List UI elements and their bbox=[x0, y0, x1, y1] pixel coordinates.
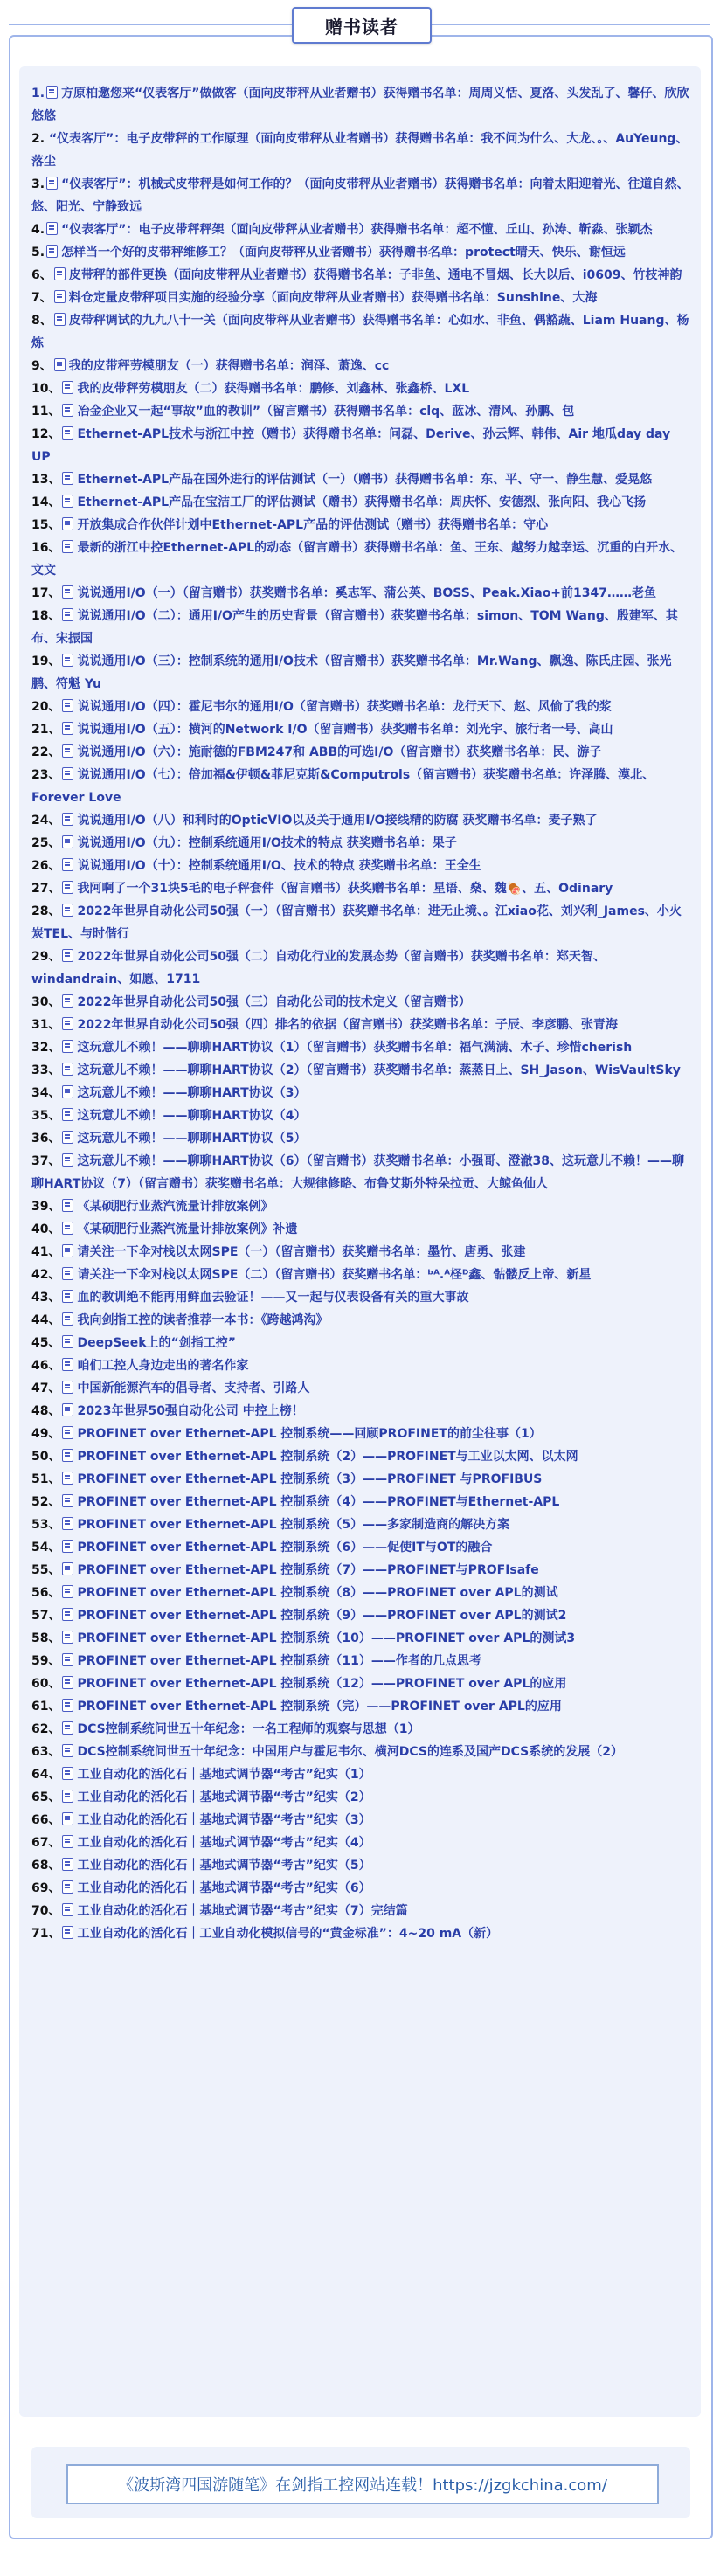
document-icon bbox=[62, 381, 73, 394]
footer-banner[interactable] bbox=[66, 2464, 659, 2504]
document-icon bbox=[54, 358, 66, 371]
document-icon bbox=[62, 1222, 73, 1235]
item-number: 51、 bbox=[31, 1472, 61, 1486]
item-text[interactable]: 工业自动化的活化石｜基地式调节器“考古”纪实（4） bbox=[77, 1836, 371, 1850]
item-text[interactable]: PROFINET over Ethernet-APL 控制系统（10）——PROFINET over APL的测试3 bbox=[77, 1631, 576, 1645]
list-item[interactable] bbox=[31, 1922, 690, 1945]
item-text[interactable]: 皮带秤调试的九九八十一关（面向皮带秤从业者赠书）获得赠书名单：心如水、非鱼、偶豁蔬、Liam Huang、杨炼 bbox=[31, 314, 689, 350]
document-icon bbox=[62, 722, 73, 735]
document-icon bbox=[62, 608, 73, 621]
document-icon bbox=[62, 1131, 73, 1144]
list-item[interactable] bbox=[31, 1741, 690, 1763]
item-text[interactable]: PROFINET over Ethernet-APL 控制系统（6）——促使IT与OT的融合 bbox=[77, 1541, 493, 1555]
list-item[interactable] bbox=[31, 491, 690, 514]
item-text[interactable]: 2022年世界自动化公司50强（二）自动化行业的发展态势（留言赠书）获奖赠书名单：郑天智、windandrain、如愿、1711 bbox=[31, 950, 606, 987]
item-number: 67、 bbox=[31, 1836, 61, 1850]
list-item[interactable] bbox=[31, 1809, 690, 1832]
document-icon bbox=[62, 585, 73, 599]
list-item[interactable] bbox=[31, 355, 690, 377]
list-item[interactable] bbox=[31, 1400, 690, 1423]
list-item[interactable] bbox=[31, 287, 690, 309]
item-text[interactable]: “仪表客厅”：机械式皮带秤是如何工作的？（面向皮带秤从业者赠书）获得赠书名单：向着太阳迎着光、往道自然、悠、阳光、宁静致远 bbox=[31, 177, 689, 214]
item-text[interactable]: PROFINET over Ethernet-APL 控制系统（5）——多家制造商的解决方案 bbox=[77, 1518, 510, 1532]
list-item[interactable] bbox=[31, 741, 690, 764]
document-icon bbox=[62, 1108, 73, 1121]
item-text[interactable]: PROFINET over Ethernet-APL 控制系统（9）——PROFINET over APL的测试2 bbox=[77, 1609, 567, 1623]
item-number: 27、 bbox=[31, 882, 61, 896]
document-icon bbox=[62, 472, 73, 485]
item-number: 23、 bbox=[31, 768, 61, 782]
list-item[interactable] bbox=[31, 423, 690, 468]
document-icon bbox=[62, 1153, 73, 1167]
item-number: 18、 bbox=[31, 609, 61, 623]
list-item[interactable] bbox=[31, 1900, 690, 1922]
item-text[interactable]: PROFINET over Ethernet-APL 控制系统（4）——PROFINET与Ethernet-APL bbox=[77, 1495, 560, 1509]
item-number: 4. bbox=[31, 223, 45, 237]
list-item[interactable] bbox=[31, 650, 690, 696]
document-icon bbox=[62, 1426, 73, 1439]
list-item[interactable] bbox=[31, 1468, 690, 1491]
list-item[interactable] bbox=[31, 128, 690, 173]
list-item[interactable] bbox=[31, 173, 690, 218]
document-icon bbox=[62, 426, 73, 440]
item-number: 12、 bbox=[31, 427, 61, 441]
document-icon bbox=[62, 1312, 73, 1326]
item-text[interactable]: 工业自动化的活化石｜工业自动化模拟信号的“黄金标准”：4~20 mA（新） bbox=[77, 1927, 499, 1941]
document-icon bbox=[62, 1267, 73, 1280]
item-number: 35、 bbox=[31, 1109, 61, 1123]
item-text[interactable]: 方原柏邀您来“仪表客厅”做做客（面向皮带秤从业者赠书）获得赠书名单：周周义恬、夏洛、头发乱了、馨仔、欣欣悠悠 bbox=[31, 87, 689, 123]
list-item[interactable] bbox=[31, 900, 690, 945]
document-icon bbox=[62, 1040, 73, 1053]
document-icon bbox=[62, 904, 73, 917]
list-item[interactable] bbox=[31, 1423, 690, 1445]
list-item[interactable] bbox=[31, 1445, 690, 1468]
item-text[interactable]: 2023年世界50强自动化公司 中控上榜！ bbox=[77, 1404, 304, 1418]
item-text[interactable]: 这玩意儿不赖！——聊聊HART协议（4） bbox=[77, 1109, 307, 1123]
item-text[interactable]: 说说通用I/O（四）：霍尼韦尔的通用I/O（留言赠书）获奖赠书名单：龙行天下、赵、风偷了我的浆 bbox=[77, 700, 612, 714]
document-icon bbox=[62, 1721, 73, 1735]
item-text[interactable]: 这玩意儿不赖！——聊聊HART协议（5） bbox=[77, 1132, 307, 1146]
item-number: 49、 bbox=[31, 1427, 61, 1441]
item-number: 43、 bbox=[31, 1291, 61, 1305]
item-number: 30、 bbox=[31, 995, 61, 1009]
document-icon bbox=[62, 1926, 73, 1939]
list-item[interactable] bbox=[31, 1672, 690, 1695]
document-icon bbox=[62, 1812, 73, 1825]
document-icon bbox=[62, 1744, 73, 1757]
item-number: 10、 bbox=[31, 382, 61, 396]
page-title-box bbox=[292, 7, 432, 44]
item-number: 56、 bbox=[31, 1586, 61, 1600]
document-icon bbox=[62, 1858, 73, 1871]
list-item[interactable] bbox=[31, 991, 690, 1014]
list-item[interactable] bbox=[31, 514, 690, 537]
item-number: 26、 bbox=[31, 859, 61, 873]
item-text[interactable]: 工业自动化的活化石｜基地式调节器“考古”纪实（6） bbox=[77, 1881, 371, 1895]
item-number: 17、 bbox=[31, 586, 61, 600]
list-item[interactable] bbox=[31, 1150, 690, 1195]
item-number: 29、 bbox=[31, 950, 61, 964]
item-text[interactable]: 这玩意儿不赖！——聊聊HART协议（1）（留言赠书）获奖赠书名单：福气满满、木子、珍惜cherish bbox=[77, 1041, 633, 1055]
list-item[interactable] bbox=[31, 1650, 690, 1672]
document-icon bbox=[62, 495, 73, 508]
list-item[interactable] bbox=[31, 1286, 690, 1309]
document-icon bbox=[62, 1540, 73, 1553]
item-number: 64、 bbox=[31, 1768, 61, 1782]
item-text[interactable]: 2022年世界自动化公司50强（四）排名的依据（留言赠书）获奖赠书名单：子辰、李彦鹏、张青海 bbox=[77, 1018, 618, 1032]
item-text[interactable]: 我向剑指工控的读者推荐一本书：《跨越鸿沟》 bbox=[77, 1313, 329, 1327]
list-item[interactable] bbox=[31, 1309, 690, 1332]
document-icon bbox=[62, 1631, 73, 1644]
list-item[interactable] bbox=[31, 400, 690, 423]
item-text[interactable]: 2022年世界自动化公司50强（三）自动化公司的技术定义（留言赠书） bbox=[77, 995, 471, 1009]
list-item[interactable] bbox=[31, 1832, 690, 1854]
item-text[interactable]: 工业自动化的活化石｜基地式调节器“考古”纪实（2） bbox=[77, 1790, 371, 1804]
item-number: 25、 bbox=[31, 836, 61, 850]
document-icon bbox=[62, 1562, 73, 1575]
item-text[interactable]: 开放集成合作伙伴计划中Ethernet-APL产品的评估测试（赠书）获得赠书名单：守心 bbox=[77, 518, 549, 532]
list-item[interactable] bbox=[31, 1241, 690, 1264]
document-icon bbox=[62, 1403, 73, 1416]
item-number: 5. bbox=[31, 246, 45, 260]
list-item[interactable] bbox=[31, 809, 690, 832]
item-number: 47、 bbox=[31, 1381, 61, 1395]
document-icon bbox=[62, 881, 73, 894]
footer-panel bbox=[31, 2447, 690, 2518]
document-icon bbox=[62, 1472, 73, 1485]
item-text[interactable]: 我的皮带秤劳模朋友（一）获得赠书名单：润泽、萧逸、cc bbox=[68, 359, 390, 373]
list-item[interactable] bbox=[31, 468, 690, 491]
document-icon bbox=[62, 1790, 73, 1803]
list-item[interactable] bbox=[31, 1536, 690, 1559]
list-item[interactable] bbox=[31, 1695, 690, 1718]
item-text[interactable]: PROFINET over Ethernet-APL 控制系统（3）——PROFINET 与PROFIBUS bbox=[77, 1472, 543, 1486]
item-number: 22、 bbox=[31, 745, 61, 759]
item-number: 42、 bbox=[31, 1268, 61, 1282]
list-item[interactable] bbox=[31, 1218, 690, 1241]
document-icon bbox=[62, 1244, 73, 1257]
document-icon bbox=[62, 1358, 73, 1371]
item-number: 39、 bbox=[31, 1200, 61, 1214]
item-number: 66、 bbox=[31, 1813, 61, 1827]
list-item[interactable] bbox=[31, 1854, 690, 1877]
item-number: 20、 bbox=[31, 700, 61, 714]
item-text[interactable]: Ethernet-APL产品在国外进行的评估测试（一）（赠书）获得赠书名单：东、平、守一、静生慧、爱晃悠 bbox=[77, 473, 653, 487]
footer-text: 《波斯湾四国游随笔》在剑指工控网站连载！https://jzgkchina.com/ bbox=[118, 2476, 607, 2495]
item-number: 40、 bbox=[31, 1222, 61, 1236]
list-item[interactable] bbox=[31, 264, 690, 287]
item-number: 11、 bbox=[31, 405, 61, 419]
item-text[interactable]: 怎样当一个好的皮带秤维修工？（面向皮带秤从业者赠书）获得赠书名单：protect晴天、快乐、谢恒远 bbox=[61, 246, 626, 260]
item-text[interactable]: 我阿啊了一个31块5毛的电子秤套件（留言赠书）获奖赠书名单：星语、燊、魏🍖、五、Odinary bbox=[77, 882, 613, 896]
item-number: 37、 bbox=[31, 1154, 61, 1168]
list-item[interactable] bbox=[31, 241, 690, 264]
item-number: 48、 bbox=[31, 1404, 61, 1418]
document-icon bbox=[54, 313, 66, 326]
list-item[interactable] bbox=[31, 605, 690, 650]
item-text[interactable]: 最新的浙江中控Ethernet-APL的动态（留言赠书）获得赠书名单：鱼、王东、越努力越幸运、沉重的白开水、文文 bbox=[31, 541, 683, 578]
document-icon bbox=[62, 1585, 73, 1598]
list-item[interactable] bbox=[31, 1604, 690, 1627]
list-item[interactable] bbox=[31, 582, 690, 605]
list-item[interactable] bbox=[31, 1014, 690, 1036]
item-number: 2. bbox=[31, 132, 45, 146]
list-item[interactable] bbox=[31, 1354, 690, 1377]
item-number: 53、 bbox=[31, 1518, 61, 1532]
item-text[interactable]: 这玩意儿不赖！——聊聊HART协议（2）（留言赠书）获奖赠书名单：蒸蒸日上、SH_Jason、WisVaultSky bbox=[77, 1063, 681, 1077]
item-text[interactable]: 这玩意儿不赖！——聊聊HART协议（3） bbox=[77, 1086, 307, 1100]
document-icon bbox=[62, 1335, 73, 1348]
document-icon bbox=[62, 994, 73, 1008]
item-text[interactable]: 说说通用I/O（八）和利时的OpticVIO以及关于通用I/O接线精的防腐 获奖赠书名单：麦子熟了 bbox=[77, 814, 598, 828]
item-text[interactable]: 请关注一下伞对栈以太网SPE（二）（留言赠书）获奖赠书名单：ᵇᴬ.ᴬ柽ᴰ鑫、骷髅反上帝、新星 bbox=[77, 1268, 592, 1282]
document-icon bbox=[62, 1880, 73, 1894]
item-number: 16、 bbox=[31, 541, 61, 555]
header-divider-right bbox=[428, 24, 710, 25]
list-item[interactable] bbox=[31, 1582, 690, 1604]
item-number: 52、 bbox=[31, 1495, 61, 1509]
item-number: 36、 bbox=[31, 1132, 61, 1146]
list-item[interactable] bbox=[31, 1718, 690, 1741]
item-number: 31、 bbox=[31, 1018, 61, 1032]
list-item[interactable] bbox=[31, 1082, 690, 1104]
document-icon bbox=[62, 1290, 73, 1303]
item-number: 19、 bbox=[31, 654, 61, 668]
item-number: 28、 bbox=[31, 904, 61, 918]
item-text[interactable]: 说说通用I/O（一）（留言赠书）获奖赠书名单：奚志军、蒲公英、BOSS、Peak.Xiao+前1347……老鱼 bbox=[77, 586, 657, 600]
document-icon bbox=[46, 245, 58, 258]
document-icon bbox=[62, 1449, 73, 1462]
list-item[interactable] bbox=[31, 309, 690, 355]
list-item[interactable] bbox=[31, 1559, 690, 1582]
document-icon bbox=[62, 540, 73, 553]
item-number: 6、 bbox=[31, 268, 52, 282]
document-icon bbox=[62, 1608, 73, 1621]
item-number: 68、 bbox=[31, 1859, 61, 1873]
page-title: 赠书读者 bbox=[325, 16, 398, 38]
list-item[interactable] bbox=[31, 1377, 690, 1400]
item-text[interactable]: Ethernet-APL产品在宝洁工厂的评估测试（赠书）获得赠书名单：周庆怀、安德烈、张向阳、我心飞扬 bbox=[77, 495, 647, 509]
item-text[interactable]: 工业自动化的活化石｜基地式调节器“考古”纪实（3） bbox=[77, 1813, 371, 1827]
document-icon bbox=[62, 517, 73, 530]
item-text[interactable]: PROFINET over Ethernet-APL 控制系统（8）——PROFINET over APL的测试 bbox=[77, 1586, 558, 1600]
item-number: 55、 bbox=[31, 1563, 61, 1577]
list-item[interactable] bbox=[31, 945, 690, 991]
document-icon bbox=[62, 1767, 73, 1780]
item-text[interactable]: 说说通用I/O（五）：横河的Network I/O（留言赠书）获奖赠书名单：刘光宇、旅行者一号、高山 bbox=[77, 723, 613, 737]
document-icon bbox=[62, 1517, 73, 1530]
list-item[interactable] bbox=[31, 764, 690, 809]
document-icon bbox=[62, 1017, 73, 1030]
item-text[interactable]: 我的皮带秤劳模朋友（二）获得赠书名单：鹏修、刘鑫林、张鑫桥、LXL bbox=[77, 382, 470, 396]
document-icon bbox=[62, 1063, 73, 1076]
item-text[interactable]: 工业自动化的活化石｜基地式调节器“考古”纪实（7）完结篇 bbox=[77, 1904, 408, 1918]
item-number: 69、 bbox=[31, 1881, 61, 1895]
header-divider-left bbox=[9, 24, 292, 25]
item-text[interactable]: “仪表客厅”：电子皮带秤的工作原理（面向皮带秤从业者赠书）获得赠书名单：我不问为什么、大龙、。、AuYeung、落尘 bbox=[31, 132, 689, 169]
list-item[interactable] bbox=[31, 718, 690, 741]
document-icon bbox=[62, 744, 73, 758]
item-number: 13、 bbox=[31, 473, 61, 487]
item-text[interactable]: DeepSeek上的“剑指工控” bbox=[77, 1336, 236, 1350]
document-icon bbox=[62, 767, 73, 780]
item-number: 8、 bbox=[31, 314, 52, 328]
document-icon bbox=[54, 267, 66, 280]
list-item[interactable] bbox=[31, 82, 690, 128]
item-number: 57、 bbox=[31, 1609, 61, 1623]
document-icon bbox=[46, 222, 58, 235]
item-number: 70、 bbox=[31, 1904, 61, 1918]
item-text[interactable]: 2022年世界自动化公司50强（一）（留言赠书）获奖赠书名单：进无止境、。江xiao花、刘兴利_James、小火炭TEL、与时偕行 bbox=[31, 904, 682, 941]
item-number: 15、 bbox=[31, 518, 61, 532]
item-text[interactable]: 说说通用I/O（九）：控制系统通用I/O技术的特点 获奖赠书名单：果子 bbox=[77, 836, 457, 850]
list-item[interactable] bbox=[31, 1127, 690, 1150]
list-item[interactable] bbox=[31, 1195, 690, 1218]
item-text[interactable]: 《某硕肥行业蒸汽流量计排放案例》补遗 bbox=[77, 1222, 298, 1236]
item-text[interactable]: 皮带秤的部件更换（面向皮带秤从业者赠书）获得赠书名单：子非鱼、通电不冒烟、长大以后、i0609、竹枝神韵 bbox=[68, 268, 682, 282]
item-text[interactable]: 请关注一下伞对栈以太网SPE（一）（留言赠书）获奖赠书名单：墨竹、唐勇、张建 bbox=[77, 1245, 526, 1259]
item-text[interactable]: 说说通用I/O（七）：倍加福&伊顿&菲尼克斯&Computrols（留言赠书）获奖赠书名单：许泽腾、漠北、Forever Love bbox=[31, 768, 655, 805]
item-text[interactable]: “仪表客厅”：电子皮带秤秤架（面向皮带秤从业者赠书）获得赠书名单：超不懂、丘山、孙涛、靳淼、张颖杰 bbox=[61, 223, 653, 237]
list-item[interactable] bbox=[31, 537, 690, 582]
document-icon bbox=[62, 1903, 73, 1916]
item-number: 3. bbox=[31, 177, 45, 191]
document-icon bbox=[62, 1699, 73, 1712]
item-number: 45、 bbox=[31, 1336, 61, 1350]
item-text[interactable]: PROFINET over Ethernet-APL 控制系统——回顾PROFINET的前尘往事（1） bbox=[77, 1427, 542, 1441]
item-text[interactable]: PROFINET over Ethernet-APL 控制系统（11）——作者的几点思考 bbox=[77, 1654, 481, 1668]
document-icon bbox=[46, 86, 58, 99]
item-text[interactable]: 说说通用I/O（十）：控制系统通用I/O、技术的特点 获奖赠书名单：王全生 bbox=[77, 859, 481, 873]
item-number: 34、 bbox=[31, 1086, 61, 1100]
document-icon bbox=[62, 813, 73, 826]
item-number: 46、 bbox=[31, 1359, 61, 1373]
list-item[interactable] bbox=[31, 855, 690, 877]
item-number: 58、 bbox=[31, 1631, 61, 1645]
document-icon bbox=[62, 1494, 73, 1507]
item-text[interactable]: 这玩意儿不赖！——聊聊HART协议（6）（留言赠书）获奖赠书名单：小强哥、澄澈38、这玩意儿不赖！——聊聊HART协议（7）（留言赠书）获奖赠书名单：大规律修略、布鲁艾斯外特朵拉贡、大鲸鱼仙人 bbox=[31, 1154, 684, 1191]
item-number: 63、 bbox=[31, 1745, 61, 1759]
item-text[interactable]: 工业自动化的活化石｜基地式调节器“考古”纪实（5） bbox=[77, 1859, 371, 1873]
document-icon bbox=[62, 1085, 73, 1098]
gift-list bbox=[31, 82, 690, 1945]
item-number: 71、 bbox=[31, 1927, 61, 1941]
list-item[interactable] bbox=[31, 877, 690, 900]
item-text[interactable]: 说说通用I/O（三）：控制系统的通用I/O技术（留言赠书）获奖赠书名单：Mr.Wang、飘逸、陈氏庄园、张光鹏、符魁 Yu bbox=[31, 654, 672, 691]
item-text[interactable]: 说说通用I/O（六）：施耐德的FBM247和 ABB的可选I/O（留言赠书）获奖赠书名单：民、游子 bbox=[77, 745, 602, 759]
item-text[interactable]: PROFINET over Ethernet-APL 控制系统（12）——PROFINET over APL的应用 bbox=[77, 1677, 567, 1691]
list-item[interactable] bbox=[31, 696, 690, 718]
list-item[interactable] bbox=[31, 1877, 690, 1900]
item-text[interactable]: 《某硕肥行业蒸汽流量计排放案例》 bbox=[77, 1200, 273, 1214]
document-icon bbox=[62, 949, 73, 962]
item-number: 1. bbox=[31, 87, 45, 100]
document-icon bbox=[62, 1835, 73, 1848]
list-item[interactable] bbox=[31, 1036, 690, 1059]
list-item[interactable] bbox=[31, 1332, 690, 1354]
document-icon bbox=[54, 290, 66, 303]
document-icon bbox=[62, 699, 73, 712]
item-text[interactable]: 中国新能源汽车的倡导者、支持者、引路人 bbox=[77, 1381, 310, 1395]
document-icon bbox=[62, 1381, 73, 1394]
item-number: 61、 bbox=[31, 1700, 61, 1714]
item-text[interactable]: DCS控制系统问世五十年纪念：一名工程师的观察与思想（1） bbox=[77, 1722, 420, 1736]
item-number: 32、 bbox=[31, 1041, 61, 1055]
item-number: 9、 bbox=[31, 359, 52, 373]
item-number: 59、 bbox=[31, 1654, 61, 1668]
item-number: 65、 bbox=[31, 1790, 61, 1804]
item-number: 24、 bbox=[31, 814, 61, 828]
list-item[interactable] bbox=[31, 1104, 690, 1127]
document-icon bbox=[62, 1653, 73, 1666]
item-number: 50、 bbox=[31, 1450, 61, 1464]
item-number: 41、 bbox=[31, 1245, 61, 1259]
document-icon bbox=[62, 835, 73, 848]
document-icon bbox=[62, 1676, 73, 1689]
item-text[interactable]: PROFINET over Ethernet-APL 控制系统（7）——PROFINET与PROFIsafe bbox=[77, 1563, 539, 1577]
item-text[interactable]: PROFINET over Ethernet-APL 控制系统（2）——PROFINET与工业以太网、以太网 bbox=[77, 1450, 578, 1464]
item-number: 62、 bbox=[31, 1722, 61, 1736]
item-number: 14、 bbox=[31, 495, 61, 509]
item-text[interactable]: 血的教训绝不能再用鲜血去验证！——又一起与仪表设备有关的重大事故 bbox=[77, 1291, 469, 1305]
item-text[interactable]: 说说通用I/O（二）：通用I/O产生的历史背景（留言赠书）获奖赠书名单：simon、TOM Wang、殷建军、其布、宋振国 bbox=[31, 609, 678, 646]
list-item[interactable] bbox=[31, 1627, 690, 1650]
document-icon bbox=[62, 1199, 73, 1212]
item-number: 60、 bbox=[31, 1677, 61, 1691]
item-number: 7、 bbox=[31, 291, 52, 305]
document-icon bbox=[62, 858, 73, 871]
list-item[interactable] bbox=[31, 218, 690, 241]
document-icon bbox=[62, 654, 73, 667]
item-number: 54、 bbox=[31, 1541, 61, 1555]
item-number: 44、 bbox=[31, 1313, 61, 1327]
list-item[interactable] bbox=[31, 1786, 690, 1809]
list-item[interactable] bbox=[31, 1264, 690, 1286]
list-item[interactable] bbox=[31, 832, 690, 855]
item-text[interactable]: 料仓定量皮带秤项目实施的经验分享（面向皮带秤从业者赠书）获得赠书名单：Sunshine、大海 bbox=[68, 291, 598, 305]
item-text[interactable]: Ethernet-APL技术与浙江中控（赠书）获得赠书名单：问磊、Derive、孙云辉、韩伟、Air 地瓜day day UP bbox=[31, 427, 671, 464]
list-item[interactable] bbox=[31, 1763, 690, 1786]
document-icon bbox=[62, 404, 73, 417]
list-item[interactable] bbox=[31, 377, 690, 400]
item-text[interactable]: PROFINET over Ethernet-APL 控制系统（完）——PROFINET over APL的应用 bbox=[77, 1700, 562, 1714]
item-number: 33、 bbox=[31, 1063, 61, 1077]
item-number: 21、 bbox=[31, 723, 61, 737]
item-text[interactable]: 咱们工控人身边走出的著名作家 bbox=[77, 1359, 249, 1373]
item-text[interactable]: DCS控制系统问世五十年纪念：中国用户与霍尼韦尔、横河DCS的连系及国产DCS系统的发展（2） bbox=[77, 1745, 623, 1759]
item-text[interactable]: 冶金企业又一起“事故”血的教训”（留言赠书）获得赠书名单：clq、蓝冰、清风、孙鹏、包 bbox=[77, 405, 575, 419]
item-text[interactable]: 工业自动化的活化石｜基地式调节器“考古”纪实（1） bbox=[77, 1768, 371, 1782]
list-item[interactable] bbox=[31, 1513, 690, 1536]
document-icon bbox=[46, 177, 58, 190]
list-item[interactable] bbox=[31, 1491, 690, 1513]
list-item[interactable] bbox=[31, 1059, 690, 1082]
